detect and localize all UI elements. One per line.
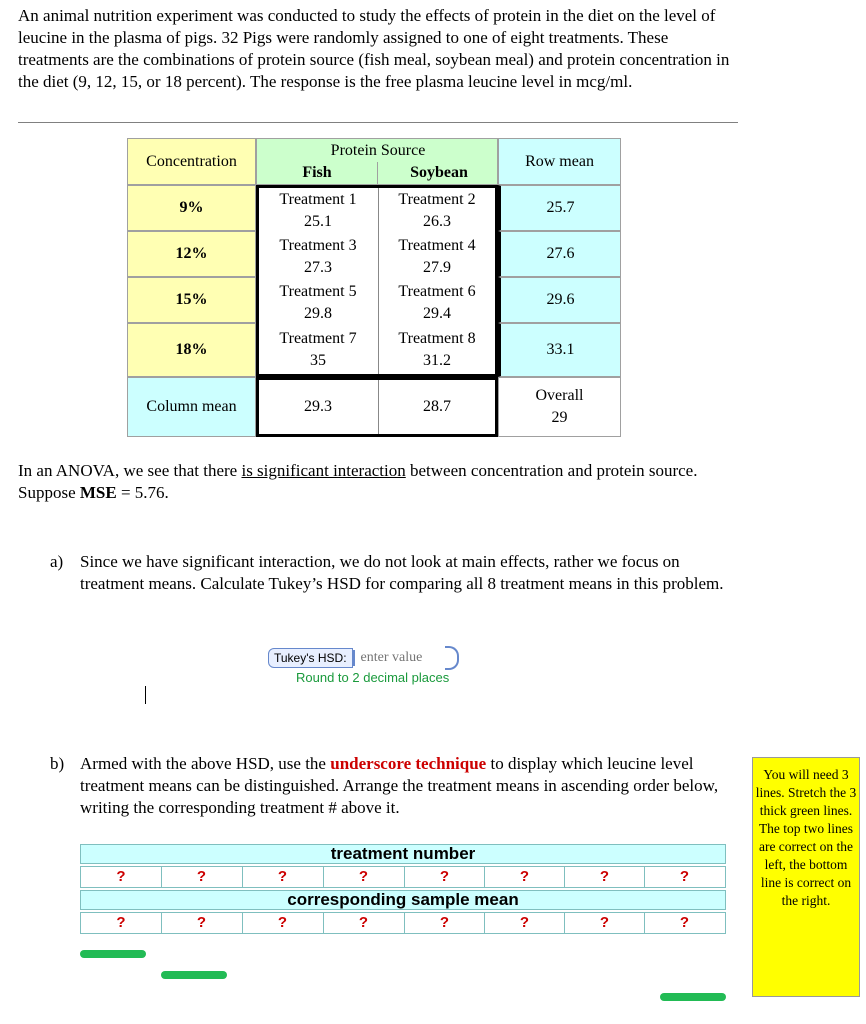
treatment-number-header: treatment number [80, 844, 726, 864]
part-b-letter: b) [50, 754, 65, 773]
treatment-label: Treatment 3 [279, 237, 357, 254]
treatment-mean: 31.2 [423, 352, 451, 369]
overall-label: Overall [535, 387, 584, 404]
mean-slot[interactable]: ? [242, 913, 322, 933]
conc-18: 18% [127, 323, 256, 377]
row-mean-12: 27.6 [498, 231, 621, 277]
green-line-3[interactable] [660, 993, 726, 1001]
treatment-slot[interactable]: ? [404, 867, 484, 887]
mean-slot[interactable]: ? [323, 913, 403, 933]
conc-12: 12% [127, 231, 256, 277]
treatment-slot[interactable]: ? [644, 867, 724, 887]
tukey-hsd-input[interactable] [353, 650, 445, 666]
mean-slot[interactable]: ? [564, 913, 644, 933]
treatment-label: Treatment 6 [398, 283, 476, 300]
treatment-label: Treatment 2 [398, 191, 476, 208]
anova-text-1: In an ANOVA, we see that there [18, 461, 242, 480]
part-a-text: Since we have significant interaction, we do not look at main effects, rather we focus on treatment means. Calculate Tukey’s HSD for comparing all 8 treatment means in this problem. [80, 552, 724, 593]
treatment-slot[interactable]: ? [242, 867, 322, 887]
mse-label: MSE [79, 483, 117, 502]
divider [18, 122, 738, 123]
underscore-technique: underscore technique [330, 754, 487, 773]
mean-row [80, 912, 726, 934]
part-b-text-2: to display which leucine level treatment means can be distinguished. Arrange the treatment means in ascending order below, writing the corresponding treatment # above it. [80, 754, 719, 817]
green-line-1[interactable] [80, 950, 146, 958]
overall-mean [498, 377, 621, 437]
treatment-mean: 29.8 [304, 305, 332, 322]
treatment-label: Treatment 8 [398, 330, 476, 347]
treatment-2 [378, 188, 495, 234]
treatment-mean: 29.4 [423, 305, 451, 322]
concentration-header: Concentration [127, 138, 256, 185]
treatment-slot[interactable]: ? [564, 867, 644, 887]
treatment-4 [378, 234, 495, 280]
sample-mean-header: corresponding sample mean [80, 890, 726, 910]
treatment-label: Treatment 1 [279, 191, 357, 208]
row-mean-9: 25.7 [498, 185, 621, 231]
fish-header: Fish [302, 164, 332, 181]
treatment-slot[interactable]: ? [323, 867, 403, 887]
treatment-mean: 27.3 [304, 259, 332, 276]
column-mean-label: Column mean [127, 377, 256, 437]
treatment-label: Treatment 7 [279, 330, 357, 347]
mse-value: = 5.76. [116, 483, 169, 502]
anova-text-2: between concentration and protein source. Suppose [18, 461, 698, 502]
anova-paragraph [18, 460, 718, 504]
intro-paragraph: An animal nutrition experiment was conducted to study the effects of protein in the diet on the level of leucine in the plasma of pigs. 32 Pigs were randomly assigned to one of eight treatments. These treatments are the combinations of protein source (fish meal, soybean meal) and protein concentration in the diet (9, 12, 15, or 18 percent). The response is the free plasma leucine level in mcg/ml. [18, 6, 730, 91]
protein-source-label: Protein Source [330, 142, 426, 159]
conc-9: 9% [127, 185, 256, 231]
treatment-3 [259, 234, 377, 280]
protein-source-header [256, 138, 498, 185]
treatment-8 [378, 326, 495, 374]
soy-column-mean: 28.7 [378, 380, 495, 434]
row-mean-15: 29.6 [498, 277, 621, 323]
treatment-5 [259, 280, 377, 326]
green-line-2[interactable] [161, 971, 227, 979]
overall-value: 29 [551, 409, 568, 426]
treatment-slot[interactable]: ? [484, 867, 564, 887]
instruction-note: You will need 3 lines. Stretch the 3 thick green lines. The top two lines are correct on the left, the bottom line is correct on the right. [752, 757, 860, 997]
treatment-7 [259, 326, 377, 374]
mean-slot[interactable]: ? [161, 913, 241, 933]
text-cursor [145, 686, 146, 704]
part-b-text-1: Armed with the above HSD, use the [80, 754, 331, 773]
fish-column-mean: 29.3 [304, 398, 332, 415]
treatment-mean: 25.1 [304, 213, 332, 230]
treatment-label: Treatment 4 [398, 237, 476, 254]
treatment-mean: 35 [310, 352, 326, 369]
tukey-hsd-label: Tukey's HSD: [268, 648, 353, 668]
treatment-1 [259, 188, 377, 234]
tukey-hsd-widget [268, 647, 459, 669]
treatment-mean: 26.3 [423, 213, 451, 230]
mean-slot[interactable]: ? [81, 913, 161, 933]
conc-15: 15% [127, 277, 256, 323]
part-a-letter: a) [50, 552, 64, 571]
treatment-mean: 27.9 [423, 259, 451, 276]
treatment-slot[interactable]: ? [161, 867, 241, 887]
mean-slot[interactable]: ? [644, 913, 724, 933]
treatment-6 [378, 280, 495, 326]
soybean-header: Soybean [377, 162, 500, 184]
mean-slot[interactable]: ? [404, 913, 484, 933]
round-note: Round to 2 decimal places [296, 670, 450, 685]
part-b-text [80, 753, 730, 819]
row-mean-18: 33.1 [498, 323, 621, 377]
row-mean-header: Row mean [498, 138, 621, 185]
input-end-cap [445, 646, 459, 670]
mean-slot[interactable]: ? [484, 913, 564, 933]
treatment-slot[interactable]: ? [81, 867, 161, 887]
treatment-row [80, 866, 726, 888]
anova-underlined: is significant interaction [241, 461, 406, 480]
treatment-label: Treatment 5 [279, 283, 357, 300]
